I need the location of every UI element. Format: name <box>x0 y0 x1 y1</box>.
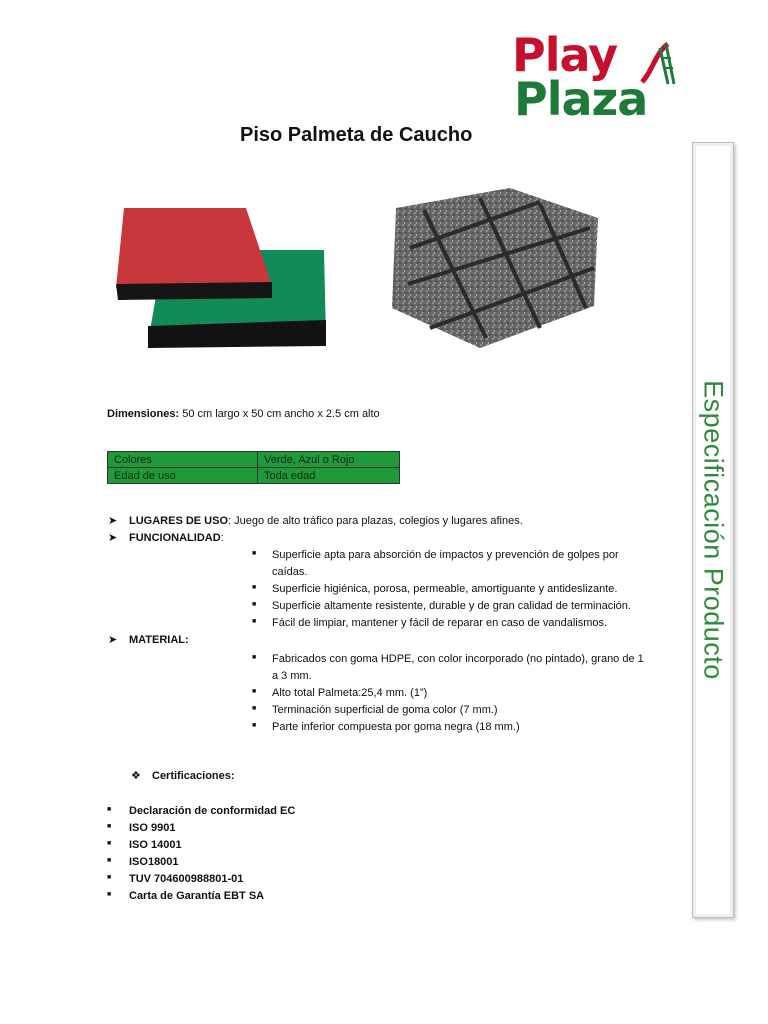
dimensions-value: 50 cm largo x 50 cm ancho x 2.5 cm alto <box>179 408 380 420</box>
list-item: Carta de Garantía EBT SA <box>129 890 265 902</box>
table-cell: Toda edad <box>258 468 400 484</box>
funcionalidad-heading <box>129 530 224 547</box>
slide-icon <box>638 38 678 88</box>
lugares-de-uso <box>129 513 523 530</box>
square-bullet-icon: ■ <box>252 550 257 557</box>
diamond-bullet-icon: ❖ <box>131 770 141 782</box>
list-item: Fabricados con goma HDPE, con color incorporado (no pintado), grano de 1 <box>272 653 644 665</box>
page-title: Piso Palmeta de Caucho <box>240 124 473 146</box>
square-bullet-icon: ■ <box>107 891 112 898</box>
list-item: TUV 704600988801-01 <box>129 873 244 885</box>
square-bullet-icon: ■ <box>252 688 257 695</box>
list-item: caídas. <box>272 566 308 578</box>
list-item: Superficie apta para absorción de impactos y prevención de golpes por <box>272 549 619 561</box>
arrow-bullet-icon: ➤ <box>108 515 118 527</box>
table-row <box>108 452 400 468</box>
dimensions-label: Dimensiones: <box>107 408 180 420</box>
logo-word-play: Play <box>512 28 618 82</box>
material-heading: MATERIAL: <box>129 634 189 646</box>
sidebar-label: Especificación Producto <box>698 380 729 680</box>
square-bullet-icon: ■ <box>252 705 257 712</box>
arrow-bullet-icon: ➤ <box>108 634 118 646</box>
list-item: Superficie higiénica, porosa, permeable, amortiguante y antideslizante. <box>272 583 618 595</box>
square-bullet-icon: ■ <box>107 823 112 830</box>
list-item: ISO18001 <box>129 856 179 868</box>
square-bullet-icon: ■ <box>252 584 257 591</box>
red-green-tiles-image <box>112 202 332 350</box>
list-item: Alto total Palmeta:25,4 mm. (1”) <box>272 687 428 699</box>
list-item: ISO 14001 <box>129 839 182 851</box>
list-item: ISO 9901 <box>129 822 176 834</box>
square-bullet-icon: ■ <box>107 806 112 813</box>
table-cell: Edad de uso <box>108 468 258 484</box>
funcionalidad-label: FUNCIONALIDAD <box>129 532 221 544</box>
square-bullet-icon: ■ <box>252 722 257 729</box>
logo-word-plaza: Plaza <box>514 72 648 126</box>
square-bullet-icon: ■ <box>107 840 112 847</box>
table-cell: Colores <box>108 452 258 468</box>
square-bullet-icon: ■ <box>252 654 257 661</box>
list-item: Fácil de limpiar, mantener y fácil de reparar en caso de vandalismos. <box>272 617 608 629</box>
list-item: Parte inferior compuesta por goma negra (18 mm.) <box>272 721 520 733</box>
list-item: Superficie altamente resistente, durable y de gran calidad de terminación. <box>272 600 631 612</box>
square-bullet-icon: ■ <box>252 618 257 625</box>
play-plaza-logo <box>510 28 680 128</box>
list-item: Terminación superficial de goma color (7 mm.) <box>272 704 498 716</box>
sidebar-banner <box>692 142 734 918</box>
square-bullet-icon: ■ <box>107 857 112 864</box>
lugares-label: LUGARES DE USO <box>129 515 229 527</box>
list-item: a 3 mm. <box>272 670 312 682</box>
arrow-bullet-icon: ➤ <box>108 532 118 544</box>
lugares-text: : Juego de alto tráfico para plazas, colegios y lugares afines. <box>228 515 523 527</box>
certificaciones-heading: Certificaciones: <box>152 770 235 782</box>
table-cell: Verde, Azul o Rojo <box>258 452 400 468</box>
square-bullet-icon: ■ <box>107 874 112 881</box>
funcionalidad-colon: : <box>220 532 224 544</box>
list-item: Declaración de conformidad EC <box>129 805 296 817</box>
spec-table <box>107 451 400 484</box>
square-bullet-icon: ■ <box>252 601 257 608</box>
gray-textured-tile-image <box>390 188 600 350</box>
dimensions-line <box>107 408 380 420</box>
table-row <box>108 468 400 484</box>
